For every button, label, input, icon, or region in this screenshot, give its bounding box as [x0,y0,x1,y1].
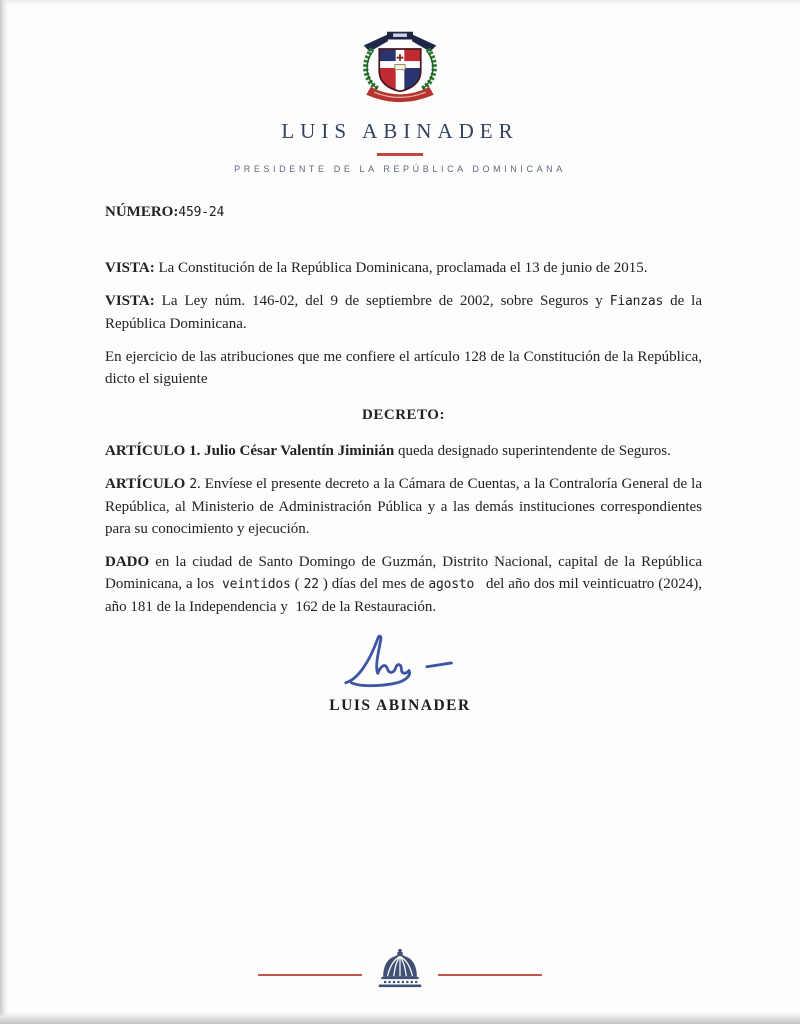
articulo-1-label: ARTÍCULO 1. [105,443,201,459]
dado-paragraph [105,551,702,618]
president-title: PRESIDENTE DE LA REPÚBLICA DOMINICANA [234,164,566,174]
vista-1 [105,257,702,279]
signature-block [0,629,800,715]
dado-insert-day-number: 22 [303,577,319,592]
numero-value: 459-24 [178,205,225,220]
vista-1-label: VISTA: [105,260,155,276]
scan-edge-bottom [0,1012,800,1024]
articulo-2 [105,473,702,540]
dado-insert-month: agosto [428,577,475,592]
vista-2-insert: Fianzas [609,294,664,309]
dado-text-3: ) días del mes de [318,576,429,592]
coat-of-arms-icon [356,30,444,106]
letterhead [0,30,800,174]
footer-left-line [258,974,362,976]
articulo-2-text: . Envíese el presente decreto a la Cámara de Cuentas, a la Contraloría General de la República, al Ministerio de Administración Pública y a las demás instituciones correspondientes para su conocimiento y ejecución. [105,476,702,537]
signer-name: LUIS ABINADER [329,697,471,714]
numero-line [105,201,702,224]
articulo-2-insert: 2 [189,477,197,492]
president-name: LUIS ABINADER [281,119,519,143]
vista-2 [105,290,702,335]
dado-label: DADO [105,554,150,570]
footer-emblem [0,948,800,988]
decreto-heading: DECRETO: [362,407,445,423]
articulo-1-text: queda designado superintendente de Seguros. [394,443,671,459]
signature-icon [330,629,470,695]
numero-label: NÚMERO: [105,204,179,220]
decree-body [105,201,702,618]
articulo-1 [105,440,702,462]
vista-2-text-1: La Ley núm. 146-02, del 9 de septiembre de 2002, sobre Seguros y [154,293,610,309]
articulo-1-name: Julio César Valentín Jiminián [200,443,395,459]
scan-edge-left [0,0,8,1024]
articulo-2-label: ARTÍCULO [105,476,190,492]
footer-right-line [438,974,542,976]
dado-text-4: del año dos mil veinticuatro (2024), año 181 de la Independencia y 162 de la Restauración. [105,576,702,615]
palace-dome-icon [376,948,424,988]
vista-1-text: La Constitución de la República Dominicana, proclamada el 13 de junio de 2015. [154,260,648,276]
dado-insert-day-word: veintidos [222,577,291,592]
vista-2-label: VISTA: [105,293,155,309]
dado-text-2: ( [290,576,304,592]
ejercicio-paragraph: En ejercicio de las atribuciones que me confiere el artículo 128 de la Constitución de la República, dicto el siguiente [105,349,702,387]
dado-text-1: en la ciudad de Santo Domingo de Guzmán, Distrito Nacional, capital de la República Dominicana, a los [105,554,702,592]
scan-edge-top [0,0,800,5]
red-divider [377,153,423,156]
vista-2-text-2: de la República Dominicana. [105,293,703,332]
